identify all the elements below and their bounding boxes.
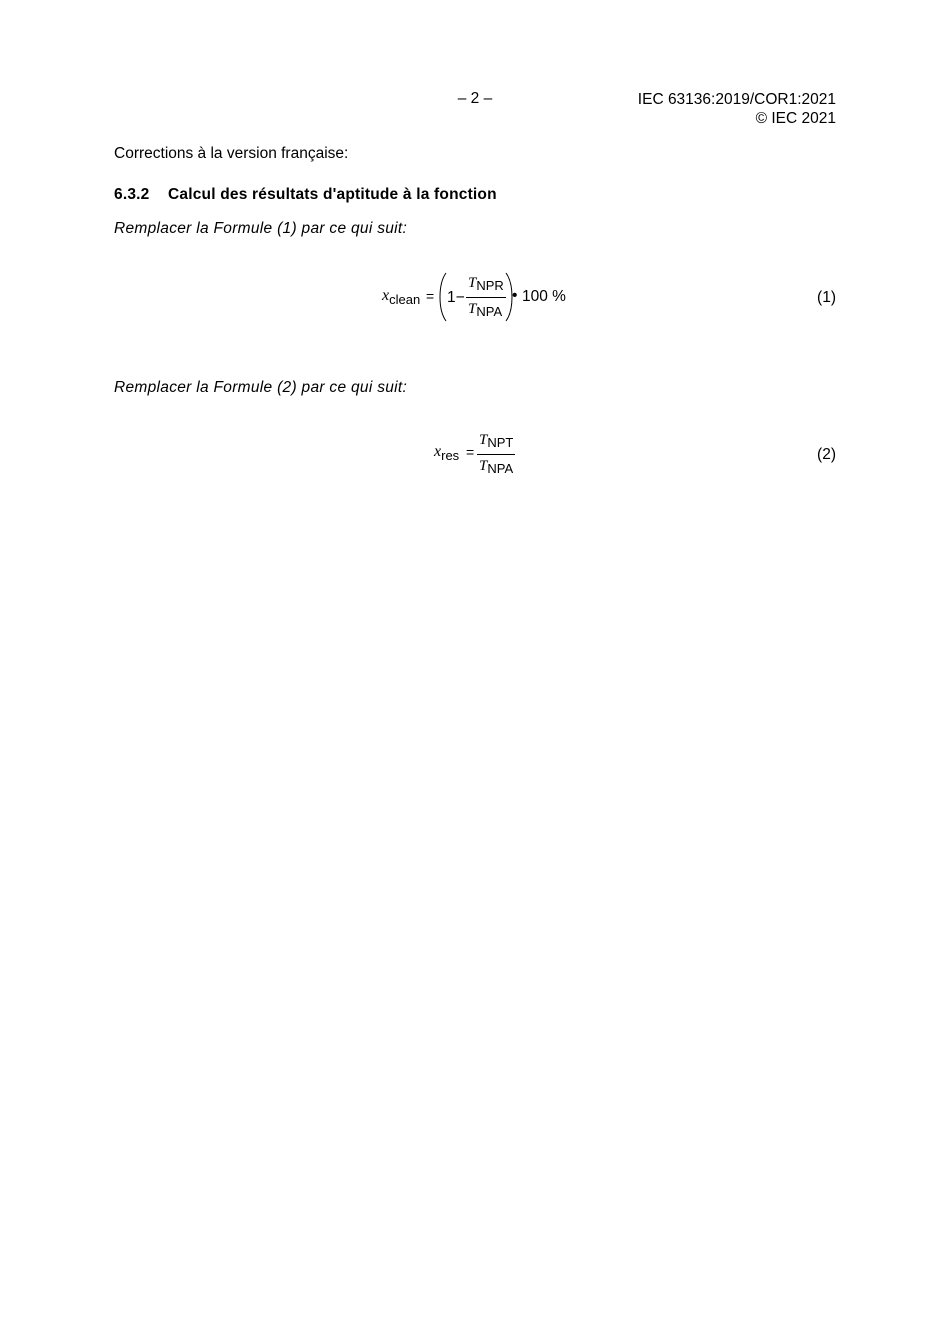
formula-1-num-sub: NPR — [476, 278, 504, 293]
standard-reference: IEC 63136:2019/COR1:2021 — [637, 91, 836, 108]
formula-1-factor: 100 % — [522, 288, 566, 305]
formula-2-den-var: T — [479, 458, 488, 474]
formula-2-lhs — [434, 443, 459, 461]
formula-1-fraction-bar — [466, 297, 506, 298]
formula-1-lhs-var: x — [382, 287, 390, 304]
formula-1-label: (1) — [817, 289, 836, 306]
formula-2-lhs-var: x — [434, 443, 442, 460]
clause-heading — [114, 186, 497, 204]
formula-2-numerator — [479, 431, 513, 449]
formula-1-den-var: T — [468, 301, 477, 317]
page-number: – 2 – — [457, 90, 493, 107]
formula-2-equals: = — [466, 444, 475, 460]
clause-title: Calcul des résultats d'aptitude à la fonction — [168, 186, 497, 203]
formula-1-numerator — [468, 274, 504, 292]
formula-1-lhs-sub: clean — [389, 292, 421, 307]
instruction-formula-1: Remplacer la Formule (1) par ce qui suit: — [114, 220, 408, 237]
formula-1-lhs — [382, 287, 420, 305]
document-header — [638, 90, 836, 128]
formula-2-denominator — [479, 457, 513, 475]
formula-2-den-sub: NPA — [487, 461, 514, 476]
formula-1-num-var: T — [468, 275, 477, 291]
formula-2-lhs-sub: res — [441, 448, 460, 463]
formula-1-denominator — [468, 300, 502, 318]
formula-1-equals: = — [426, 288, 435, 304]
intro-text: Corrections à la version française: — [114, 145, 349, 162]
formula-1-one-minus: 1− — [447, 289, 465, 306]
formula-2-fraction — [477, 431, 519, 479]
formula-1-fraction — [466, 274, 508, 322]
formula-2-num-sub: NPT — [487, 435, 514, 450]
formula-1-times: • — [512, 287, 518, 304]
copyright-notice: © IEC 2021 — [755, 110, 836, 127]
formula-1-den-sub: NPA — [476, 304, 503, 319]
instruction-formula-2: Remplacer la Formule (2) par ce qui suit: — [114, 379, 408, 396]
formula-2-fraction-bar — [477, 454, 515, 455]
formula-2-label: (2) — [817, 446, 836, 463]
formula-2-num-var: T — [479, 432, 488, 448]
clause-number: 6.3.2 — [114, 186, 150, 203]
